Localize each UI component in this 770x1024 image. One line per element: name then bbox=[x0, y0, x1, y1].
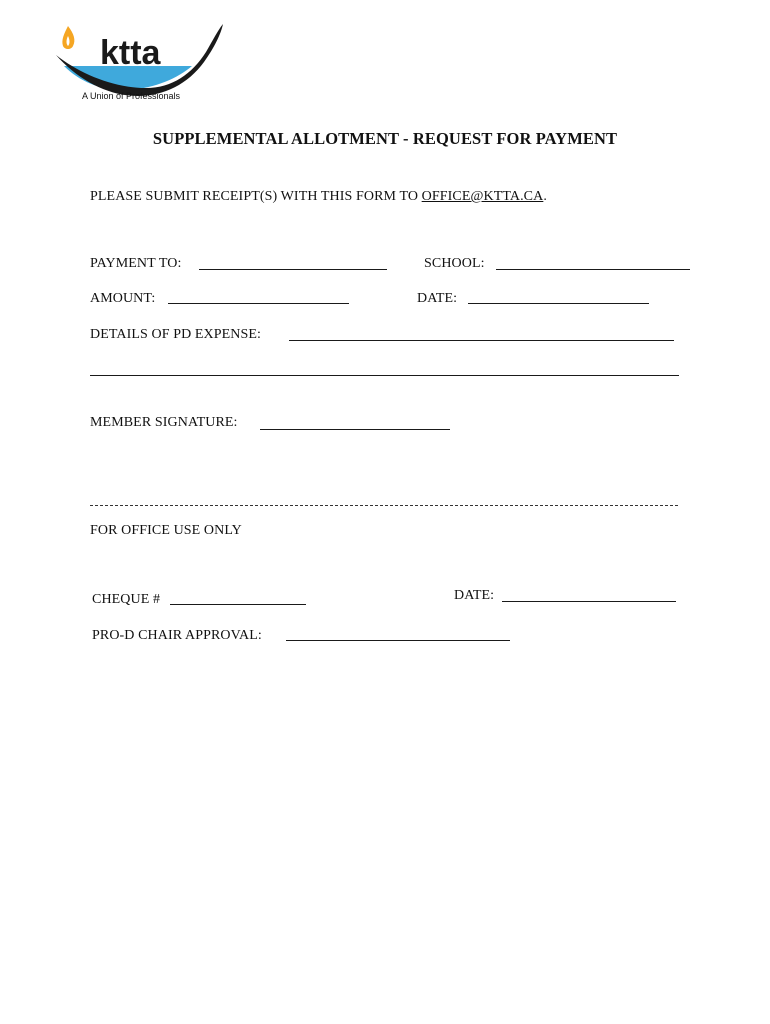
pd-expense-details-field[interactable] bbox=[289, 340, 674, 341]
member-signature-label: MEMBER SIGNATURE: bbox=[90, 415, 238, 430]
logo-tagline: A Union of Professionals bbox=[82, 91, 181, 101]
payment-to-label: PAYMENT TO: bbox=[90, 256, 182, 271]
payment-to-field[interactable] bbox=[199, 269, 387, 270]
office-use-divider bbox=[90, 505, 678, 506]
date-field[interactable] bbox=[468, 303, 649, 304]
member-signature-field[interactable] bbox=[260, 429, 450, 430]
date-label: DATE: bbox=[417, 291, 458, 306]
form-title: SUPPLEMENTAL ALLOTMENT - REQUEST FOR PAYMENT bbox=[152, 129, 618, 148]
cheque-number-label: CHEQUE # bbox=[92, 592, 161, 607]
school-field[interactable] bbox=[496, 269, 690, 270]
pro-d-chair-approval-label: PRO-D CHAIR APPROVAL: bbox=[92, 628, 262, 643]
amount-field[interactable] bbox=[168, 303, 349, 304]
pd-expense-details-label: DETAILS OF PD EXPENSE: bbox=[90, 327, 262, 342]
logo-brand-text: ktta bbox=[100, 34, 161, 72]
pro-d-chair-approval-field[interactable] bbox=[286, 640, 510, 641]
pd-expense-details-field-line-2[interactable] bbox=[90, 375, 679, 376]
office-date-field[interactable] bbox=[502, 601, 676, 602]
office-use-heading: FOR OFFICE USE ONLY bbox=[90, 523, 242, 538]
cheque-number-field[interactable] bbox=[170, 604, 306, 605]
instructions-suffix: . bbox=[543, 189, 547, 204]
instructions-prefix: PLEASE SUBMIT RECEIPT(S) WITH THIS FORM TO bbox=[90, 189, 422, 204]
office-email-link[interactable]: OFFICE@KTTA.CA bbox=[421, 189, 544, 204]
school-label: SCHOOL: bbox=[424, 256, 485, 271]
submission-instructions bbox=[90, 189, 547, 205]
office-date-label: DATE: bbox=[454, 588, 495, 603]
amount-label: AMOUNT: bbox=[90, 291, 156, 306]
